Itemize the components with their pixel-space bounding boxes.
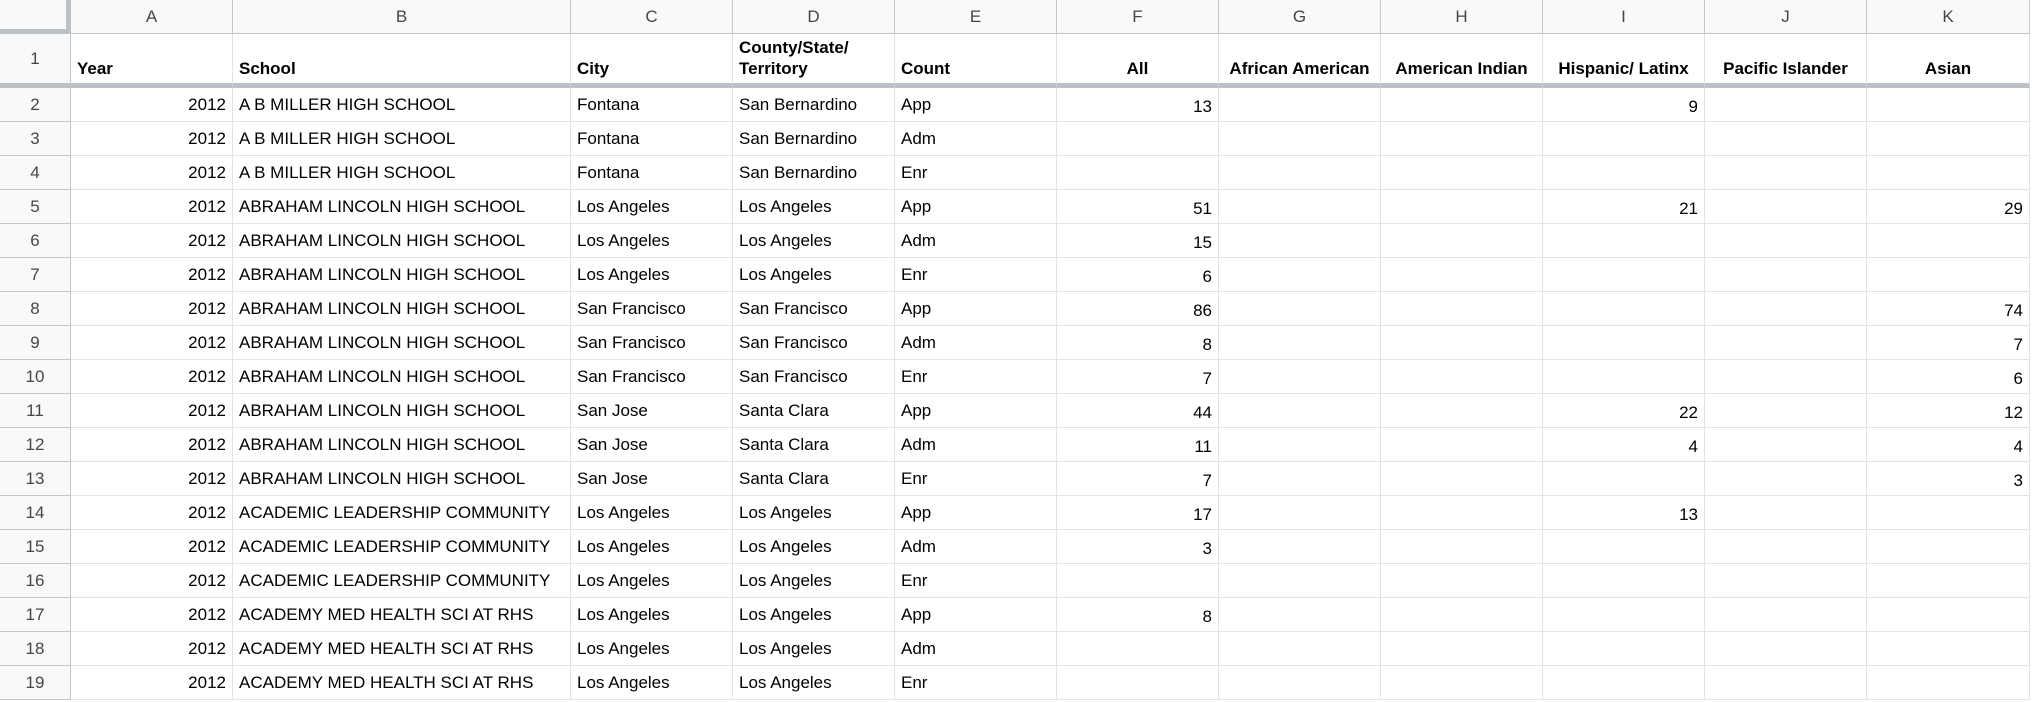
- row-header-11[interactable]: 11: [0, 394, 71, 428]
- cell-count[interactable]: Adm: [895, 428, 1057, 462]
- cell-pacific-islander[interactable]: [1705, 292, 1867, 326]
- cell-american-indian[interactable]: [1381, 88, 1543, 122]
- cell-school[interactable]: ACADEMY MED HEALTH SCI AT RHS: [233, 632, 571, 666]
- cell-county[interactable]: San Francisco: [733, 292, 895, 326]
- cell-all[interactable]: 51: [1057, 190, 1219, 224]
- cell-pacific-islander[interactable]: [1705, 326, 1867, 360]
- cell-all[interactable]: [1057, 156, 1219, 190]
- cell-hispanic-latinx[interactable]: [1543, 666, 1705, 700]
- cell-year[interactable]: 2012: [71, 530, 233, 564]
- cell-american-indian[interactable]: [1381, 292, 1543, 326]
- header-hispanic-latinx[interactable]: Hispanic/ Latinx: [1543, 34, 1705, 88]
- cell-hispanic-latinx[interactable]: [1543, 530, 1705, 564]
- cell-count[interactable]: Adm: [895, 632, 1057, 666]
- cell-year[interactable]: 2012: [71, 258, 233, 292]
- cell-city[interactable]: Los Angeles: [571, 564, 733, 598]
- cell-african-american[interactable]: [1219, 190, 1381, 224]
- cell-city[interactable]: Fontana: [571, 156, 733, 190]
- cell-pacific-islander[interactable]: [1705, 564, 1867, 598]
- cell-count[interactable]: Enr: [895, 360, 1057, 394]
- cell-city[interactable]: Los Angeles: [571, 496, 733, 530]
- cell-count[interactable]: App: [895, 598, 1057, 632]
- cell-all[interactable]: 86: [1057, 292, 1219, 326]
- cell-school[interactable]: ABRAHAM LINCOLN HIGH SCHOOL: [233, 462, 571, 496]
- cell-pacific-islander[interactable]: [1705, 394, 1867, 428]
- cell-all[interactable]: 17: [1057, 496, 1219, 530]
- column-header-c[interactable]: C: [571, 0, 733, 34]
- cell-count[interactable]: App: [895, 190, 1057, 224]
- cell-city[interactable]: San Francisco: [571, 292, 733, 326]
- row-header-10[interactable]: 10: [0, 360, 71, 394]
- cell-county[interactable]: Los Angeles: [733, 224, 895, 258]
- row-header-9[interactable]: 9: [0, 326, 71, 360]
- cell-hispanic-latinx[interactable]: [1543, 326, 1705, 360]
- cell-asian[interactable]: 4: [1867, 428, 2030, 462]
- cell-hispanic-latinx[interactable]: 9: [1543, 88, 1705, 122]
- cell-count[interactable]: Enr: [895, 156, 1057, 190]
- cell-american-indian[interactable]: [1381, 122, 1543, 156]
- cell-african-american[interactable]: [1219, 224, 1381, 258]
- cell-pacific-islander[interactable]: [1705, 496, 1867, 530]
- cell-asian[interactable]: 29: [1867, 190, 2030, 224]
- cell-african-american[interactable]: [1219, 598, 1381, 632]
- cell-school[interactable]: ABRAHAM LINCOLN HIGH SCHOOL: [233, 360, 571, 394]
- cell-pacific-islander[interactable]: [1705, 462, 1867, 496]
- column-header-e[interactable]: E: [895, 0, 1057, 34]
- cell-hispanic-latinx[interactable]: [1543, 632, 1705, 666]
- cell-school[interactable]: ACADEMIC LEADERSHIP COMMUNITY: [233, 496, 571, 530]
- cell-year[interactable]: 2012: [71, 326, 233, 360]
- row-header-16[interactable]: 16: [0, 564, 71, 598]
- cell-african-american[interactable]: [1219, 292, 1381, 326]
- cell-asian[interactable]: [1867, 156, 2030, 190]
- cell-all[interactable]: 8: [1057, 326, 1219, 360]
- cell-count[interactable]: Adm: [895, 530, 1057, 564]
- cell-school[interactable]: A B MILLER HIGH SCHOOL: [233, 88, 571, 122]
- cell-american-indian[interactable]: [1381, 462, 1543, 496]
- cell-city[interactable]: San Francisco: [571, 326, 733, 360]
- cell-count[interactable]: Enr: [895, 666, 1057, 700]
- cell-count[interactable]: Adm: [895, 326, 1057, 360]
- row-header-15[interactable]: 15: [0, 530, 71, 564]
- cell-year[interactable]: 2012: [71, 88, 233, 122]
- row-header-19[interactable]: 19: [0, 666, 71, 700]
- row-header-8[interactable]: 8: [0, 292, 71, 326]
- cell-pacific-islander[interactable]: [1705, 598, 1867, 632]
- cell-all[interactable]: [1057, 122, 1219, 156]
- cell-pacific-islander[interactable]: [1705, 530, 1867, 564]
- cell-school[interactable]: A B MILLER HIGH SCHOOL: [233, 122, 571, 156]
- cell-year[interactable]: 2012: [71, 632, 233, 666]
- cell-county[interactable]: Los Angeles: [733, 190, 895, 224]
- header-school[interactable]: School: [233, 34, 571, 88]
- row-header-4[interactable]: 4: [0, 156, 71, 190]
- cell-pacific-islander[interactable]: [1705, 258, 1867, 292]
- cell-hispanic-latinx[interactable]: 22: [1543, 394, 1705, 428]
- cell-city[interactable]: San Jose: [571, 462, 733, 496]
- cell-county[interactable]: San Bernardino: [733, 156, 895, 190]
- cell-all[interactable]: 13: [1057, 88, 1219, 122]
- cell-city[interactable]: San Jose: [571, 394, 733, 428]
- cell-count[interactable]: Enr: [895, 564, 1057, 598]
- cell-african-american[interactable]: [1219, 632, 1381, 666]
- cell-all[interactable]: 8: [1057, 598, 1219, 632]
- cell-african-american[interactable]: [1219, 360, 1381, 394]
- header-pacific-islander[interactable]: Pacific Islander: [1705, 34, 1867, 88]
- cell-year[interactable]: 2012: [71, 190, 233, 224]
- cell-american-indian[interactable]: [1381, 632, 1543, 666]
- column-header-i[interactable]: I: [1543, 0, 1705, 34]
- cell-all[interactable]: 7: [1057, 462, 1219, 496]
- cell-year[interactable]: 2012: [71, 292, 233, 326]
- cell-county[interactable]: Los Angeles: [733, 632, 895, 666]
- cell-asian[interactable]: 3: [1867, 462, 2030, 496]
- cell-school[interactable]: ABRAHAM LINCOLN HIGH SCHOOL: [233, 224, 571, 258]
- cell-american-indian[interactable]: [1381, 224, 1543, 258]
- cell-asian[interactable]: [1867, 88, 2030, 122]
- cell-african-american[interactable]: [1219, 326, 1381, 360]
- column-header-k[interactable]: K: [1867, 0, 2030, 34]
- row-header-5[interactable]: 5: [0, 190, 71, 224]
- cell-city[interactable]: Los Angeles: [571, 530, 733, 564]
- row-header-3[interactable]: 3: [0, 122, 71, 156]
- cell-county[interactable]: San Francisco: [733, 326, 895, 360]
- cell-year[interactable]: 2012: [71, 598, 233, 632]
- cell-school[interactable]: ABRAHAM LINCOLN HIGH SCHOOL: [233, 292, 571, 326]
- cell-american-indian[interactable]: [1381, 190, 1543, 224]
- cell-hispanic-latinx[interactable]: [1543, 122, 1705, 156]
- cell-city[interactable]: Fontana: [571, 88, 733, 122]
- cell-asian[interactable]: [1867, 666, 2030, 700]
- cell-city[interactable]: Fontana: [571, 122, 733, 156]
- row-header-7[interactable]: 7: [0, 258, 71, 292]
- row-header-1[interactable]: 1: [0, 34, 71, 88]
- cell-count[interactable]: App: [895, 394, 1057, 428]
- cell-hispanic-latinx[interactable]: 4: [1543, 428, 1705, 462]
- header-count[interactable]: Count: [895, 34, 1057, 88]
- cell-asian[interactable]: [1867, 224, 2030, 258]
- cell-count[interactable]: App: [895, 292, 1057, 326]
- cell-african-american[interactable]: [1219, 122, 1381, 156]
- cell-asian[interactable]: 12: [1867, 394, 2030, 428]
- cell-school[interactable]: ACADEMY MED HEALTH SCI AT RHS: [233, 666, 571, 700]
- cell-year[interactable]: 2012: [71, 428, 233, 462]
- cell-american-indian[interactable]: [1381, 564, 1543, 598]
- cell-school[interactable]: A B MILLER HIGH SCHOOL: [233, 156, 571, 190]
- cell-all[interactable]: 44: [1057, 394, 1219, 428]
- cell-count[interactable]: Enr: [895, 462, 1057, 496]
- row-header-13[interactable]: 13: [0, 462, 71, 496]
- cell-county[interactable]: Los Angeles: [733, 598, 895, 632]
- cell-count[interactable]: App: [895, 88, 1057, 122]
- cell-city[interactable]: Los Angeles: [571, 258, 733, 292]
- cell-year[interactable]: 2012: [71, 156, 233, 190]
- cell-school[interactable]: ACADEMY MED HEALTH SCI AT RHS: [233, 598, 571, 632]
- cell-asian[interactable]: [1867, 496, 2030, 530]
- cell-american-indian[interactable]: [1381, 530, 1543, 564]
- cell-year[interactable]: 2012: [71, 224, 233, 258]
- cell-hispanic-latinx[interactable]: [1543, 156, 1705, 190]
- cell-asian[interactable]: [1867, 564, 2030, 598]
- header-asian[interactable]: Asian: [1867, 34, 2030, 88]
- cell-african-american[interactable]: [1219, 394, 1381, 428]
- cell-african-american[interactable]: [1219, 666, 1381, 700]
- cell-city[interactable]: Los Angeles: [571, 598, 733, 632]
- cell-all[interactable]: 11: [1057, 428, 1219, 462]
- cell-county[interactable]: San Francisco: [733, 360, 895, 394]
- cell-year[interactable]: 2012: [71, 462, 233, 496]
- cell-pacific-islander[interactable]: [1705, 428, 1867, 462]
- cell-hispanic-latinx[interactable]: [1543, 258, 1705, 292]
- cell-all[interactable]: 3: [1057, 530, 1219, 564]
- cell-county[interactable]: Los Angeles: [733, 666, 895, 700]
- cell-pacific-islander[interactable]: [1705, 666, 1867, 700]
- cell-asian[interactable]: [1867, 122, 2030, 156]
- cell-all[interactable]: 6: [1057, 258, 1219, 292]
- header-city[interactable]: City: [571, 34, 733, 88]
- column-header-a[interactable]: A: [71, 0, 233, 34]
- cell-african-american[interactable]: [1219, 530, 1381, 564]
- cell-year[interactable]: 2012: [71, 496, 233, 530]
- cell-city[interactable]: Los Angeles: [571, 190, 733, 224]
- header-county[interactable]: County/State/ Territory: [733, 34, 895, 88]
- cell-american-indian[interactable]: [1381, 394, 1543, 428]
- cell-african-american[interactable]: [1219, 88, 1381, 122]
- cell-pacific-islander[interactable]: [1705, 88, 1867, 122]
- cell-hispanic-latinx[interactable]: 21: [1543, 190, 1705, 224]
- cell-american-indian[interactable]: [1381, 156, 1543, 190]
- cell-hispanic-latinx[interactable]: [1543, 598, 1705, 632]
- cell-all[interactable]: [1057, 564, 1219, 598]
- cell-school[interactable]: ACADEMIC LEADERSHIP COMMUNITY: [233, 564, 571, 598]
- cell-school[interactable]: ABRAHAM LINCOLN HIGH SCHOOL: [233, 190, 571, 224]
- cell-american-indian[interactable]: [1381, 496, 1543, 530]
- cell-american-indian[interactable]: [1381, 326, 1543, 360]
- cell-count[interactable]: App: [895, 496, 1057, 530]
- cell-african-american[interactable]: [1219, 258, 1381, 292]
- cell-count[interactable]: Enr: [895, 258, 1057, 292]
- cell-year[interactable]: 2012: [71, 394, 233, 428]
- cell-american-indian[interactable]: [1381, 258, 1543, 292]
- row-header-17[interactable]: 17: [0, 598, 71, 632]
- cell-school[interactable]: ABRAHAM LINCOLN HIGH SCHOOL: [233, 326, 571, 360]
- cell-asian[interactable]: 74: [1867, 292, 2030, 326]
- cell-city[interactable]: Los Angeles: [571, 666, 733, 700]
- cell-asian[interactable]: [1867, 598, 2030, 632]
- select-all-corner[interactable]: [0, 0, 71, 34]
- cell-pacific-islander[interactable]: [1705, 224, 1867, 258]
- cell-year[interactable]: 2012: [71, 360, 233, 394]
- cell-county[interactable]: Los Angeles: [733, 530, 895, 564]
- cell-pacific-islander[interactable]: [1705, 122, 1867, 156]
- cell-african-american[interactable]: [1219, 462, 1381, 496]
- cell-asian[interactable]: 6: [1867, 360, 2030, 394]
- row-header-14[interactable]: 14: [0, 496, 71, 530]
- column-header-j[interactable]: J: [1705, 0, 1867, 34]
- cell-county[interactable]: Santa Clara: [733, 462, 895, 496]
- cell-hispanic-latinx[interactable]: 13: [1543, 496, 1705, 530]
- cell-american-indian[interactable]: [1381, 428, 1543, 462]
- cell-all[interactable]: [1057, 632, 1219, 666]
- cell-city[interactable]: San Jose: [571, 428, 733, 462]
- cell-african-american[interactable]: [1219, 428, 1381, 462]
- cell-asian[interactable]: [1867, 632, 2030, 666]
- cell-asian[interactable]: [1867, 258, 2030, 292]
- cell-school[interactable]: ABRAHAM LINCOLN HIGH SCHOOL: [233, 258, 571, 292]
- cell-american-indian[interactable]: [1381, 666, 1543, 700]
- row-header-2[interactable]: 2: [0, 88, 71, 122]
- cell-asian[interactable]: [1867, 530, 2030, 564]
- header-african-american[interactable]: African American: [1219, 34, 1381, 88]
- cell-county[interactable]: Los Angeles: [733, 564, 895, 598]
- cell-pacific-islander[interactable]: [1705, 156, 1867, 190]
- cell-all[interactable]: [1057, 666, 1219, 700]
- header-american-indian[interactable]: American Indian: [1381, 34, 1543, 88]
- cell-school[interactable]: ACADEMIC LEADERSHIP COMMUNITY: [233, 530, 571, 564]
- column-header-b[interactable]: B: [233, 0, 571, 34]
- cell-county[interactable]: San Bernardino: [733, 122, 895, 156]
- column-header-g[interactable]: G: [1219, 0, 1381, 34]
- column-header-f[interactable]: F: [1057, 0, 1219, 34]
- cell-asian[interactable]: 7: [1867, 326, 2030, 360]
- row-header-18[interactable]: 18: [0, 632, 71, 666]
- cell-year[interactable]: 2012: [71, 564, 233, 598]
- cell-pacific-islander[interactable]: [1705, 360, 1867, 394]
- cell-county[interactable]: San Bernardino: [733, 88, 895, 122]
- row-header-6[interactable]: 6: [0, 224, 71, 258]
- cell-count[interactable]: Adm: [895, 224, 1057, 258]
- cell-all[interactable]: 15: [1057, 224, 1219, 258]
- cell-hispanic-latinx[interactable]: [1543, 564, 1705, 598]
- cell-african-american[interactable]: [1219, 496, 1381, 530]
- cell-year[interactable]: 2012: [71, 666, 233, 700]
- cell-hispanic-latinx[interactable]: [1543, 292, 1705, 326]
- cell-pacific-islander[interactable]: [1705, 632, 1867, 666]
- cell-year[interactable]: 2012: [71, 122, 233, 156]
- cell-school[interactable]: ABRAHAM LINCOLN HIGH SCHOOL: [233, 394, 571, 428]
- cell-hispanic-latinx[interactable]: [1543, 462, 1705, 496]
- cell-school[interactable]: ABRAHAM LINCOLN HIGH SCHOOL: [233, 428, 571, 462]
- header-all[interactable]: All: [1057, 34, 1219, 88]
- cell-american-indian[interactable]: [1381, 360, 1543, 394]
- cell-city[interactable]: Los Angeles: [571, 632, 733, 666]
- column-header-h[interactable]: H: [1381, 0, 1543, 34]
- cell-count[interactable]: Adm: [895, 122, 1057, 156]
- cell-african-american[interactable]: [1219, 156, 1381, 190]
- cell-african-american[interactable]: [1219, 564, 1381, 598]
- cell-county[interactable]: Santa Clara: [733, 428, 895, 462]
- column-header-d[interactable]: D: [733, 0, 895, 34]
- row-header-12[interactable]: 12: [0, 428, 71, 462]
- cell-city[interactable]: Los Angeles: [571, 224, 733, 258]
- cell-hispanic-latinx[interactable]: [1543, 224, 1705, 258]
- cell-all[interactable]: 7: [1057, 360, 1219, 394]
- cell-county[interactable]: Santa Clara: [733, 394, 895, 428]
- cell-pacific-islander[interactable]: [1705, 190, 1867, 224]
- cell-hispanic-latinx[interactable]: [1543, 360, 1705, 394]
- cell-american-indian[interactable]: [1381, 598, 1543, 632]
- header-year[interactable]: Year: [71, 34, 233, 88]
- cell-county[interactable]: Los Angeles: [733, 496, 895, 530]
- cell-city[interactable]: San Francisco: [571, 360, 733, 394]
- cell-county[interactable]: Los Angeles: [733, 258, 895, 292]
